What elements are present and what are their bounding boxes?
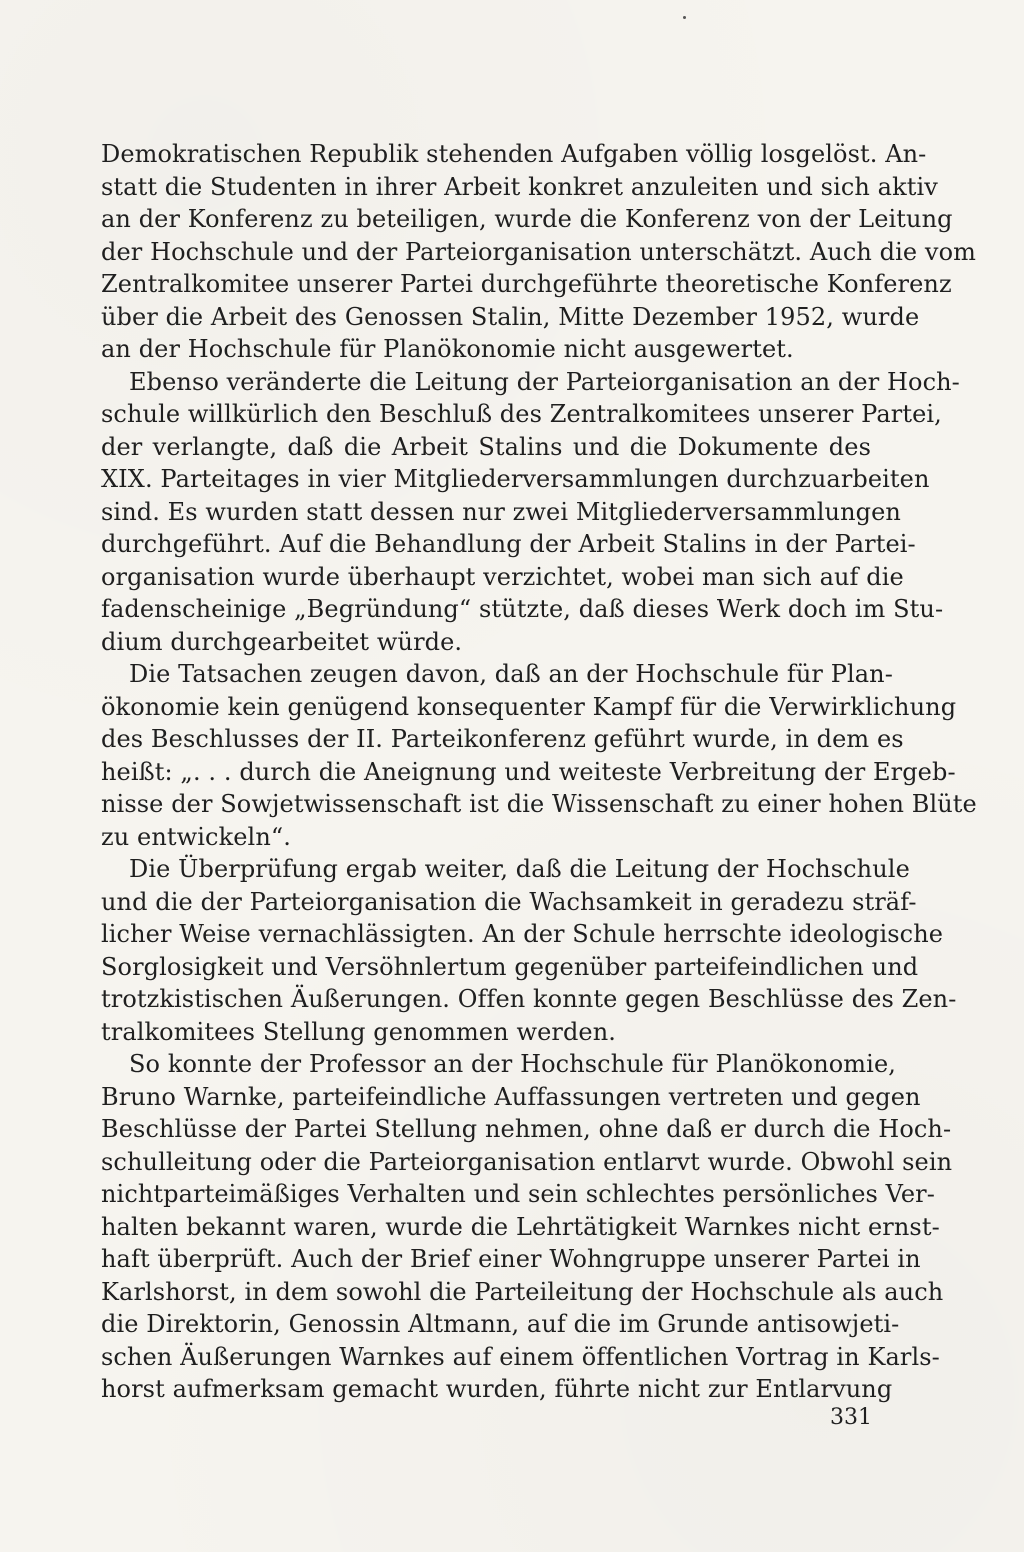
page-number: 331 [830, 1405, 872, 1430]
text-line: schule willkürlich den Beschluß des Zentralkomitees unserer Partei, [101, 400, 942, 428]
text-line: horst aufmerksam gemacht wurden, führte nicht zur Entlarvung [101, 1375, 893, 1403]
text-line: nichtparteimäßiges Verhalten und sein schlechtes persönliches Ver- [101, 1180, 935, 1208]
text-line: Die Tatsachen zeugen davon, daß an der Hochschule für Plan- [129, 660, 893, 688]
text-line: Die Überprüfung ergab weiter, daß die Leitung der Hochschule [129, 855, 910, 883]
text-line: Karlshorst, in dem sowohl die Parteileitung der Hochschule als auch [101, 1277, 944, 1306]
text-line: Bruno Warnke, parteifeindliche Auffassungen vertreten und gegen [101, 1082, 921, 1111]
text-line: halten bekannt waren, wurde die Lehrtätigkeit Warnkes nicht ernst- [101, 1212, 940, 1241]
text-line: trotzkistischen Äußerungen. Offen konnte gegen Beschlüsse des Zen- [101, 985, 957, 1013]
text-line: statt die Studenten in ihrer Arbeit konkret anzuleiten und sich aktiv [101, 172, 938, 201]
text-line: tralkomitees Stellung genommen werden. [101, 1017, 617, 1046]
paragraph [101, 853, 957, 1048]
text-line: an der Konferenz zu beteiligen, wurde die Konferenz von der Leitung [101, 205, 953, 233]
text-line: heißt: „. . . durch die Aneignung und weiteste Verbreitung der Ergeb- [101, 757, 956, 786]
text-line: So konnte der Professor an der Hochschule für Planökonomie, [129, 1050, 896, 1078]
text-line: Ebenso veränderte die Leitung der Parteiorganisation an der Hoch- [129, 367, 960, 396]
text-line: durchgeführt. Auf die Behandlung der Arbeit Stalins in der Partei- [101, 530, 916, 558]
text-line: über die Arbeit des Genossen Stalin, Mitte Dezember 1952, wurde [101, 302, 920, 331]
paragraph [101, 1048, 953, 1406]
text-line: an der Hochschule für Planökonomie nicht ausgewertet. [101, 335, 794, 363]
text-line: sind. Es wurden statt dessen nur zwei Mitgliederversammlungen [101, 497, 901, 526]
body-text [101, 138, 977, 1406]
text-line: der verlangte, daß die Arbeit Stalins und die Dokumente des [101, 432, 871, 461]
text-line: nisse der Sowjetwissenschaft ist die Wissenschaft zu einer hohen Blüte [101, 790, 977, 818]
text-line: Demokratischen Republik stehenden Aufgaben völlig losgelöst. An- [101, 140, 927, 168]
text-line: Zentralkomitee unserer Partei durchgeführte theoretische Konferenz [101, 270, 952, 298]
text-line: schulleitung oder die Parteiorganisation entlarvt wurde. Obwohl sein [101, 1147, 953, 1176]
text-line: der Hochschule und der Parteiorganisation unterschätzt. Auch die vom [101, 237, 976, 266]
text-line: Beschlüsse der Partei Stellung nehmen, ohne daß er durch die Hoch- [101, 1115, 952, 1143]
print-speck [683, 16, 686, 19]
text-line: die Direktorin, Genossin Altmann, auf die im Grunde antisowjeti- [101, 1310, 900, 1338]
text-line: XIX. Parteitages in vier Mitgliederversammlungen durchzuarbeiten [101, 465, 930, 493]
text-line: organisation wurde überhaupt verzichtet, wobei man sich auf die [101, 562, 904, 591]
text-line: dium durchgearbeitet würde. [101, 627, 463, 656]
text-line: und die der Parteiorganisation die Wachsamkeit in geradezu sträf- [101, 887, 917, 916]
paragraph [101, 366, 960, 659]
text-line: ökonomie kein genügend konsequenter Kampf für die Verwirklichung [101, 692, 957, 721]
paragraph [101, 138, 976, 366]
text-line: haft überprüft. Auch der Brief einer Wohngruppe unserer Partei in [101, 1245, 921, 1273]
text-line: Sorglosigkeit und Versöhnlertum gegenüber parteifeindlichen und [101, 952, 919, 981]
text-line: schen Äußerungen Warnkes auf einem öffentlichen Vortrag in Karls- [101, 1342, 940, 1371]
paragraph [101, 658, 977, 853]
text-line: fadenscheinige „Begründung“ stützte, daß dieses Werk doch im Stu- [101, 595, 944, 623]
text-line: licher Weise vernachlässigten. An der Schule herrschte ideologische [101, 920, 944, 948]
text-line: zu entwickeln“. [101, 822, 291, 851]
text-line: des Beschlusses der II. Parteikonferenz geführt wurde, in dem es [101, 725, 904, 753]
